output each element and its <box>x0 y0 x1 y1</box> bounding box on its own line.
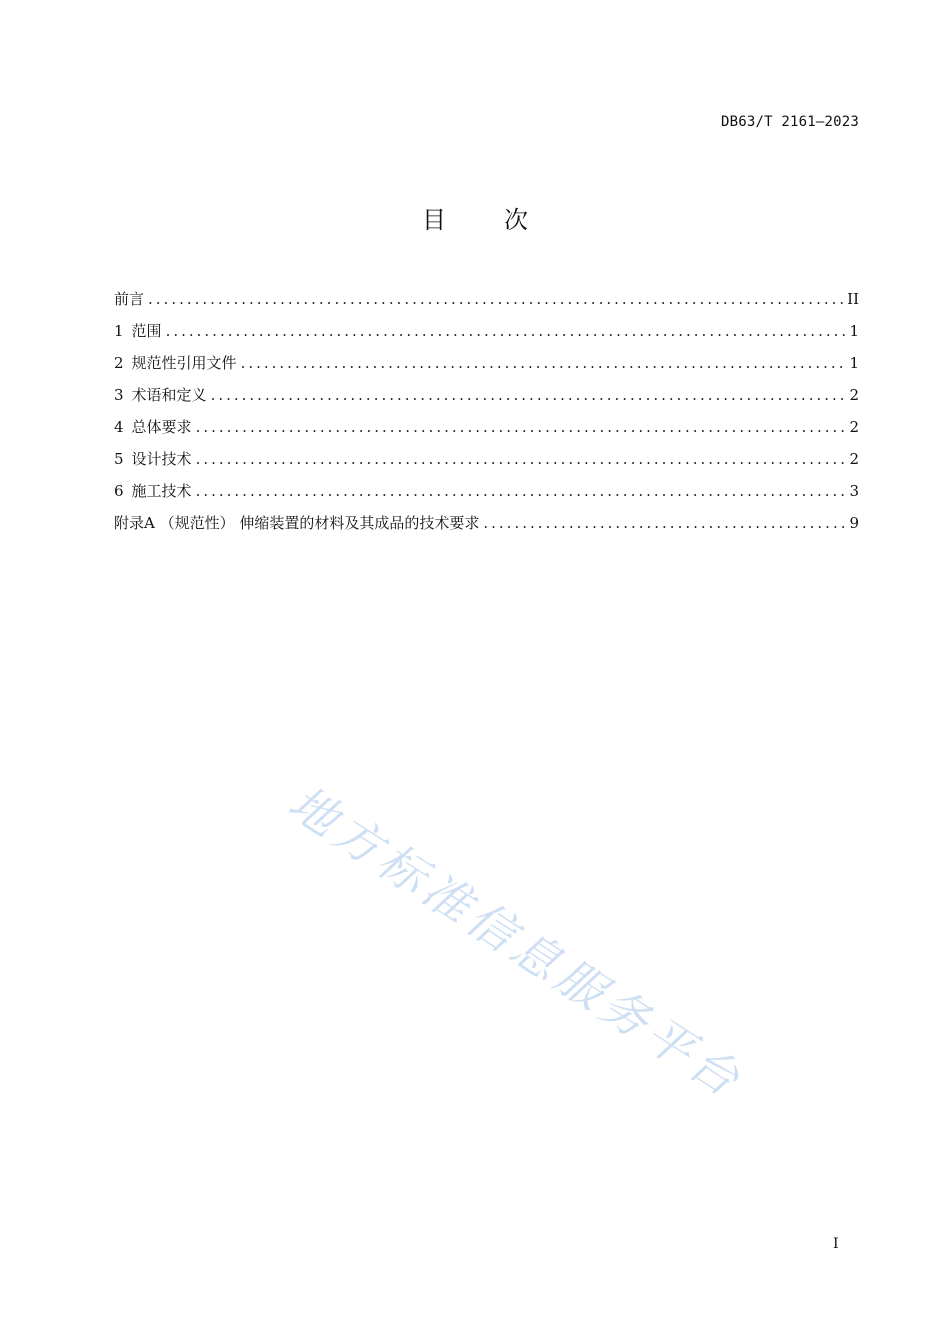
toc-entry-label <box>114 383 207 407</box>
toc-page-number: II <box>847 290 859 308</box>
page-number: I <box>833 1236 839 1252</box>
toc-entry-label <box>114 351 237 375</box>
toc-entry-number: 3 <box>114 386 124 404</box>
toc-page-number: 1 <box>849 354 859 372</box>
toc-entry-scope[interactable] <box>114 319 859 351</box>
toc-page-number: 2 <box>849 418 859 436</box>
toc-entry-text: 术语和定义 <box>131 386 207 404</box>
dot-leader <box>166 319 845 343</box>
toc-entry-label: 附录A （规范性） 伸缩装置的材料及其成品的技术要求 <box>114 514 480 532</box>
table-of-contents <box>114 287 859 543</box>
dot-leader <box>483 511 845 535</box>
toc-entry-text: 规范性引用文件 <box>131 354 237 372</box>
toc-entry-number: 1 <box>114 322 124 340</box>
toc-entry-design-technology[interactable] <box>114 447 859 479</box>
toc-entry-text: 施工技术 <box>131 482 192 500</box>
toc-entry-text: 总体要求 <box>131 418 192 436</box>
page-title <box>0 200 950 235</box>
toc-page-number: 2 <box>849 450 859 468</box>
toc-entry-label <box>114 447 192 471</box>
toc-page-number: 1 <box>849 322 859 340</box>
title-char-second: 次 <box>504 206 528 234</box>
toc-page-number: 9 <box>849 514 859 532</box>
toc-page-number: 3 <box>849 482 859 500</box>
toc-entry-text: 范围 <box>131 322 162 340</box>
dot-leader <box>196 479 845 503</box>
dot-leader <box>196 447 845 471</box>
toc-entry-appendix-a[interactable] <box>114 511 859 543</box>
toc-entry-normative-references[interactable] <box>114 351 859 383</box>
toc-entry-general-requirements[interactable] <box>114 415 859 447</box>
toc-entry-number: 6 <box>114 482 124 500</box>
watermark: 地方标准信息服务平台 <box>278 775 754 1111</box>
toc-entry-text: 设计技术 <box>131 450 192 468</box>
document-code: DB63/T 2161—2023 <box>720 114 859 130</box>
toc-entry-foreword[interactable] <box>114 287 859 319</box>
dot-leader <box>211 383 845 407</box>
dot-leader <box>241 351 845 375</box>
toc-page-number: 2 <box>849 386 859 404</box>
toc-entry-number: 4 <box>114 418 124 436</box>
title-char-first: 目 <box>422 206 446 234</box>
toc-entry-construction-technology[interactable] <box>114 479 859 511</box>
toc-entry-label <box>114 415 192 439</box>
toc-entry-label <box>114 319 162 343</box>
toc-entry-number: 5 <box>114 450 124 468</box>
toc-entry-label: 前言 <box>114 290 145 308</box>
toc-entry-terms-definitions[interactable] <box>114 383 859 415</box>
dot-leader <box>148 287 843 311</box>
dot-leader <box>196 415 845 439</box>
toc-entry-number: 2 <box>114 354 124 372</box>
toc-entry-label <box>114 479 192 503</box>
